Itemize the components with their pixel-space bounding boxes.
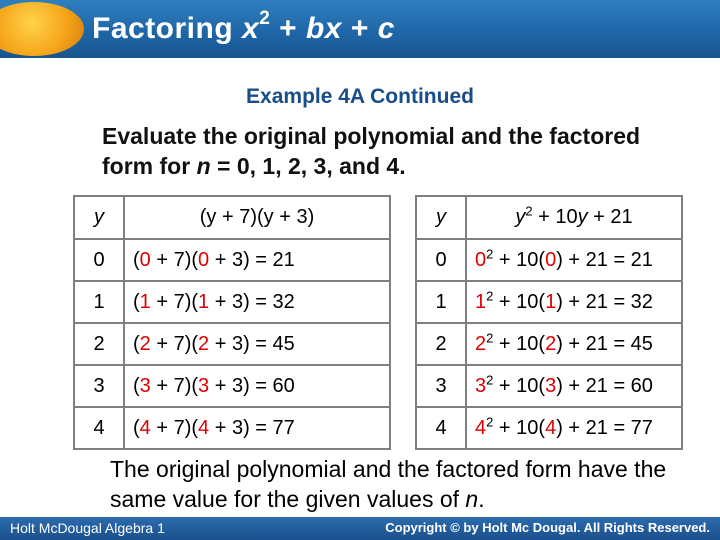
column-header-y: y bbox=[416, 196, 466, 239]
evaluation-cell: (0 + 7)(0 + 3) = 21 bbox=[124, 239, 390, 281]
y-value: 4 bbox=[416, 407, 466, 449]
evaluation-cell: $3^2 + 10(3) + 21 = 60$ bbox=[466, 365, 682, 407]
evaluation-cell: $2^2 + 10(2) + 21 = 45$ bbox=[466, 323, 682, 365]
table-row bbox=[74, 281, 390, 323]
table-row bbox=[74, 365, 390, 407]
orange-orb-decoration bbox=[0, 2, 84, 56]
y-value: 1 bbox=[74, 281, 124, 323]
conclusion-text: The original polynomial and the factored form have the same value for the given values of n. bbox=[110, 456, 667, 512]
column-header-factored: (y + 7)(y + 3) bbox=[124, 196, 390, 239]
table-row bbox=[416, 323, 682, 365]
y-value: 2 bbox=[416, 323, 466, 365]
table-row bbox=[416, 281, 682, 323]
y-value: 3 bbox=[74, 365, 124, 407]
column-header-y: y bbox=[74, 196, 124, 239]
evaluation-cell: (3 + 7)(3 + 3) = 60 bbox=[124, 365, 390, 407]
evaluation-cell: $1^2 + 10(1) + 21 = 32$ bbox=[466, 281, 682, 323]
footer-course-label: Holt McDougal Algebra 1 bbox=[10, 520, 165, 536]
y-value: 4 bbox=[74, 407, 124, 449]
evaluation-cell: (4 + 7)(4 + 3) = 77 bbox=[124, 407, 390, 449]
title-bar bbox=[0, 0, 720, 58]
original-polynomial-table bbox=[415, 195, 683, 450]
factored-form-table bbox=[73, 195, 391, 450]
table-row bbox=[74, 323, 390, 365]
evaluation-cell: $0^2 + 10(0) + 21 = 21$ bbox=[466, 239, 682, 281]
slide-title: Factoring $x^2$ + bx + c bbox=[92, 8, 395, 45]
table-row bbox=[416, 239, 682, 281]
table-header-row bbox=[416, 196, 682, 239]
footer-copyright: Copyright © by Holt Mc Dougal. All Rights Reserved. bbox=[385, 520, 710, 535]
instruction-text: Evaluate the original polynomial and the factored form for n = 0, 1, 2, 3, and 4. bbox=[102, 123, 641, 179]
table-row bbox=[74, 239, 390, 281]
example-title: Example 4A Continued bbox=[246, 85, 474, 108]
y-value: 2 bbox=[74, 323, 124, 365]
table-row bbox=[416, 365, 682, 407]
y-value: 0 bbox=[416, 239, 466, 281]
footer-bar bbox=[0, 517, 720, 540]
y-value: 1 bbox=[416, 281, 466, 323]
column-header-polynomial: $y^2 + 10y + 21$ bbox=[466, 196, 682, 239]
evaluation-cell: (2 + 7)(2 + 3) = 45 bbox=[124, 323, 390, 365]
table-row bbox=[416, 407, 682, 449]
y-value: 3 bbox=[416, 365, 466, 407]
table-row bbox=[74, 407, 390, 449]
table-header-row bbox=[74, 196, 390, 239]
evaluation-cell: $4^2 + 10(4) + 21 = 77$ bbox=[466, 407, 682, 449]
evaluation-cell: (1 + 7)(1 + 3) = 32 bbox=[124, 281, 390, 323]
y-value: 0 bbox=[74, 239, 124, 281]
